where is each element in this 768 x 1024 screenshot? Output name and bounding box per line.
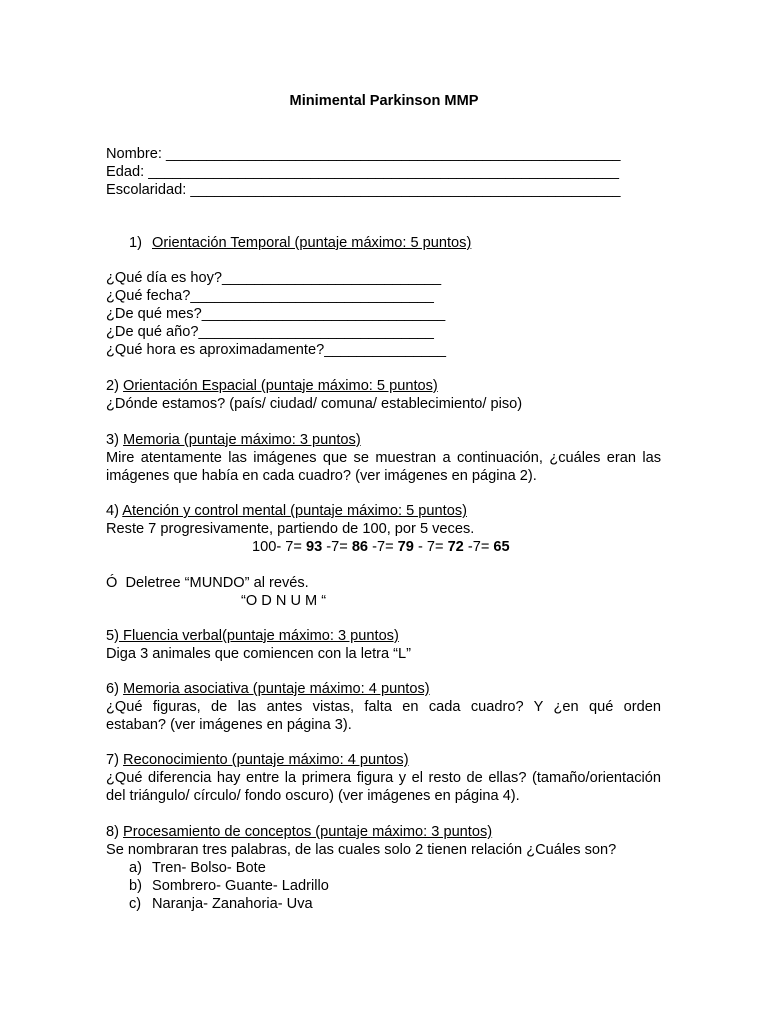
section-8-number: 8): [106, 824, 124, 840]
section-2-heading: Orientación Espacial (puntaje máximo: 5 puntos): [123, 378, 438, 394]
section-3-body-line-2: imágenes que había en cada cuadro? (ver imágenes en página 2).: [106, 468, 537, 484]
section-8-header: [106, 823, 492, 841]
calc-text-1: 100- 7=: [252, 539, 306, 555]
subtraction-sequence: [252, 538, 510, 556]
calc-text-3: -7=: [368, 539, 398, 555]
section-7-number: 7): [106, 752, 124, 768]
section-4-heading: Atención y control mental (puntaje máximo: 5 puntos): [122, 503, 467, 519]
section-6-body-line-1: ¿Qué figuras, de las antes vistas, falta en cada cuadro? Y ¿en qué orden: [106, 699, 661, 715]
option-letter-a: a): [129, 860, 142, 876]
edad-field: Edad: __________________________________________________________: [106, 164, 619, 180]
question-hora: ¿Qué hora es aproximadamente?_______________: [106, 342, 446, 358]
section-5-heading: Fluencia verbal(puntaje máximo: 3 puntos): [118, 628, 399, 644]
section-2-header: [106, 377, 438, 395]
section-4-number: 4): [106, 503, 123, 519]
calc-text-4: - 7=: [413, 539, 448, 555]
option-letter-b: b): [129, 878, 142, 894]
section-1-heading: Orientación Temporal (puntaje máximo: 5 puntos): [152, 235, 472, 251]
question-fecha: ¿Qué fecha?______________________________: [106, 288, 434, 304]
calc-result-1: 93: [305, 539, 323, 555]
spell-instruction: Ó Deletree “MUNDO” al revés.: [106, 575, 309, 591]
reversed-word: “O D N U M “: [241, 593, 327, 609]
option-text-b: Sombrero- Guante- Ladrillo: [152, 878, 329, 894]
section-2-number: 2): [106, 378, 124, 394]
section-6-heading: Memoria asociativa (puntaje máximo: 4 puntos): [123, 681, 430, 697]
calc-text-5: -7=: [463, 539, 494, 555]
calc-result-2: 86: [351, 539, 369, 555]
section-5-body: Diga 3 animales que comiencen con la letra “L”: [106, 646, 412, 662]
escolaridad-field: Escolaridad: _____________________________________________________: [106, 182, 621, 198]
section-7-body-line-1: ¿Qué diferencia hay entre la primera figura y el resto de ellas? (tamaño/orientación: [106, 770, 661, 786]
section-6-number: 6): [106, 681, 124, 697]
section-4-header: [106, 502, 467, 520]
question-mes: ¿De qué mes?______________________________: [106, 306, 446, 322]
section-8-heading: Procesamiento de conceptos (puntaje máximo: 3 puntos): [123, 824, 493, 840]
section-3-body-line-1: Mire atentamente las imágenes que se muestran a continuación, ¿cuáles eran las: [106, 450, 661, 466]
section-2-body: ¿Dónde estamos? (país/ ciudad/ comuna/ establecimiento/ piso): [106, 396, 523, 412]
calc-result-3: 79: [397, 539, 414, 555]
nombre-field: Nombre: ________________________________________________________: [106, 146, 621, 162]
calc-result-4: 72: [447, 539, 464, 555]
question-ano: ¿De qué año?_____________________________: [106, 324, 434, 340]
calc-text-2: -7=: [322, 539, 352, 555]
question-dia: ¿Qué día es hoy?___________________________: [106, 270, 442, 286]
page-title: Minimental Parkinson MMP: [289, 93, 479, 109]
section-5-header: [106, 627, 399, 645]
section-3-heading: Memoria (puntaje máximo: 3 puntos): [123, 432, 361, 448]
section-7-header: [106, 751, 409, 769]
section-6-header: [106, 680, 430, 698]
calc-result-5: 65: [493, 539, 510, 555]
section-3-header: [106, 431, 361, 449]
section-3-number: 3): [106, 432, 124, 448]
section-4-body: Reste 7 progresivamente, partiendo de 100, por 5 veces.: [106, 521, 475, 537]
option-text-a: Tren- Bolso- Bote: [152, 860, 266, 876]
section-6-body-line-2: estaban? (ver imágenes en página 3).: [106, 717, 352, 733]
section-1-number: 1): [129, 235, 142, 251]
section-7-body-line-2: del triángulo/ círculo/ fondo oscuro) (ver imágenes en página 4).: [106, 788, 520, 804]
option-text-c: Naranja- Zanahoria- Uva: [152, 896, 313, 912]
option-letter-c: c): [129, 896, 142, 912]
section-5-number: 5): [106, 628, 119, 644]
section-8-body: Se nombraran tres palabras, de las cuales solo 2 tienen relación ¿Cuáles son?: [106, 842, 617, 858]
section-7-heading: Reconocimiento (puntaje máximo: 4 puntos): [123, 752, 409, 768]
